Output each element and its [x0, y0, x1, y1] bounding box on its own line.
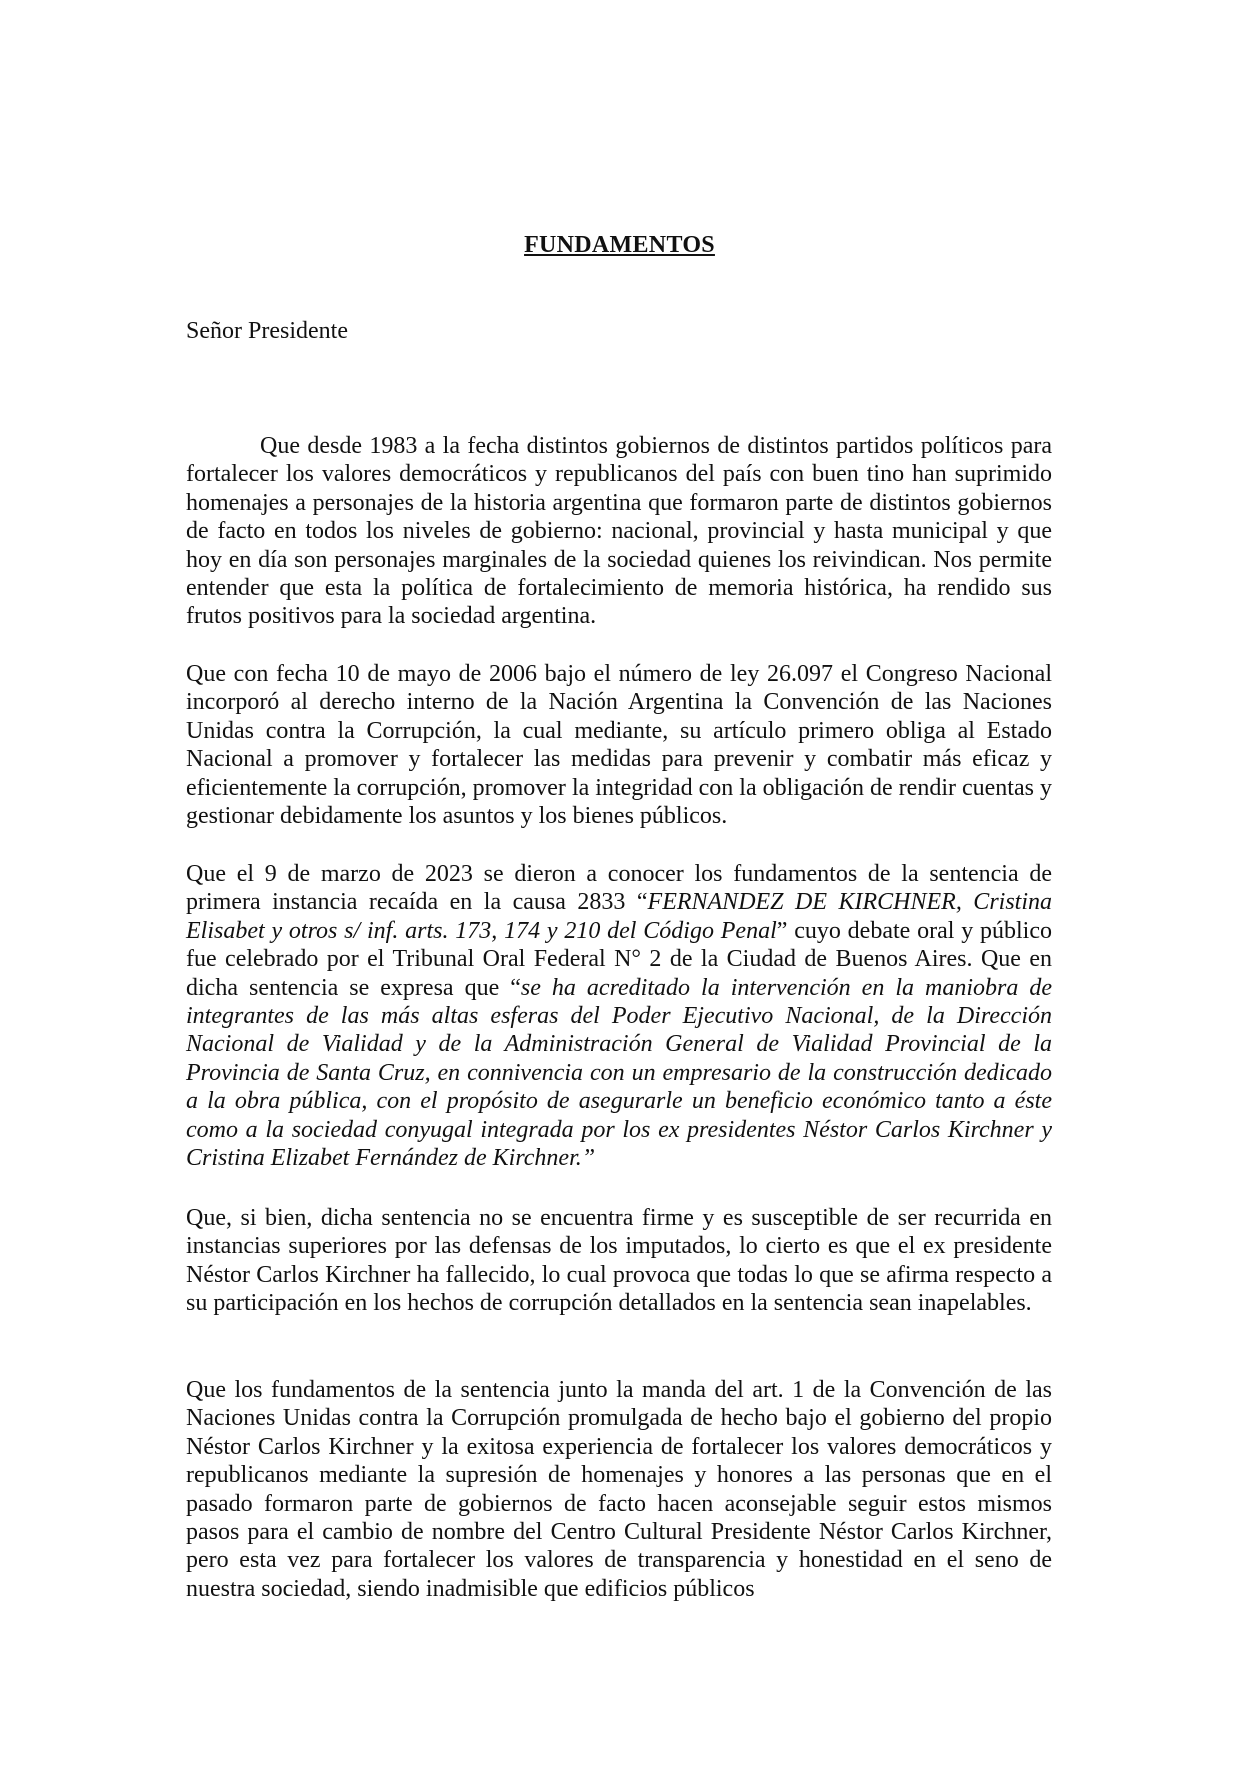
paragraph-2: Que con fecha 10 de mayo de 2006 bajo el número de ley 26.097 el Congreso Nacional incorporó al derecho interno de la Nación Argentina la Convención de las Naciones Unidas contra la Corrupción, la cual mediante, su artículo primero obliga al Estado Nacional a promover y fortalecer las medidas para prevenir y combatir más eficaz y eficientemente la corrupción, promover la integridad con la obligación de rendir cuentas y gestionar debidamente los asuntos y los bienes públicos.	[186, 661, 1052, 830]
paragraph-3-intro: Que el 9 de marzo de 2023 se dieron a conocer los fundamentos de la sentencia de primera instancia recaída en la causa 2833 “	[186, 861, 1052, 916]
paragraph-4: Que, si bien, dicha sentencia no se encuentra firme y es susceptible de ser recurrida en instancias superiores por las defensas de los imputados, lo cierto es que el ex presidente Néstor Carlos Kirchner ha fallecido, lo cual provoca que todas lo que se afirma respecto a su participación en los hechos de corrupción detallados en la sentencia sean inapelables.	[186, 1205, 1052, 1317]
document-title: FUNDAMENTOS	[524, 232, 715, 258]
paragraph-3	[186, 860, 1052, 1172]
paragraph-1: Que desde 1983 a la fecha distintos gobiernos de distintos partidos políticos para fortalecer los valores democráticos y republicanos del país con buen tino han suprimido homenajes a personajes de la historia argentina que formaron parte de distintos gobiernos de facto en todos los niveles de gobierno: nacional, provincial y hasta municipal y que hoy en día son personajes marginales de la sociedad quienes los reivindican. Nos permite entender que esta la política de fortalecimiento de memoria histórica, ha rendido sus frutos positivos para la sociedad argentina.	[186, 433, 1052, 630]
paragraph-5: Que los fundamentos de la sentencia junto la manda del art. 1 de la Convención de las Naciones Unidas contra la Corrupción promulgada de hecho bajo el gobierno del propio Néstor Carlos Kirchner y la exitosa experiencia de fortalecer los valores democráticos y republicanos mediante la supresión de homenajes y honores a las personas que en el pasado formaron parte de gobiernos de facto hacen aconsejable seguir estos mismos pasos para el cambio de nombre del Centro Cultural Presidente Néstor Carlos Kirchner, pero esta vez para fortalecer los valores de transparencia y honestidad en el seno de nuestra sociedad, siendo inadmisible que edificios públicos	[186, 1377, 1052, 1602]
case-name: FERNANDEZ DE KIRCHNER, Cristina Elisabet y otros s/ inf. arts. 173, 174 y 210 del Código Penal	[186, 889, 1052, 944]
salutation: Señor Presidente	[186, 318, 348, 344]
sentence-quote: se ha acreditado la intervención en la maniobra de integrantes de las más altas esferas del Poder Ejecutivo Nacional, de la Dirección Nacional de Vialidad y de la Administración General de Vialidad Provincial de la Provincia de Santa Cruz, en connivencia con un empresario de la construcción dedicado a la obra pública, con el propósito de asegurarle un beneficio económico tanto a éste como a la sociedad conyugal integrada por los ex presidentes Néstor Carlos Kirchner y Cristina Elizabet Fernández de Kirchner.”	[186, 974, 1053, 1172]
paragraph-3-middle: ” cuyo debate oral y público fue celebrado por el Tribunal Oral Federal N° 2 de la Ciudad de Buenos Aires. Que en dicha sentencia se expresa que “	[186, 917, 1053, 1001]
